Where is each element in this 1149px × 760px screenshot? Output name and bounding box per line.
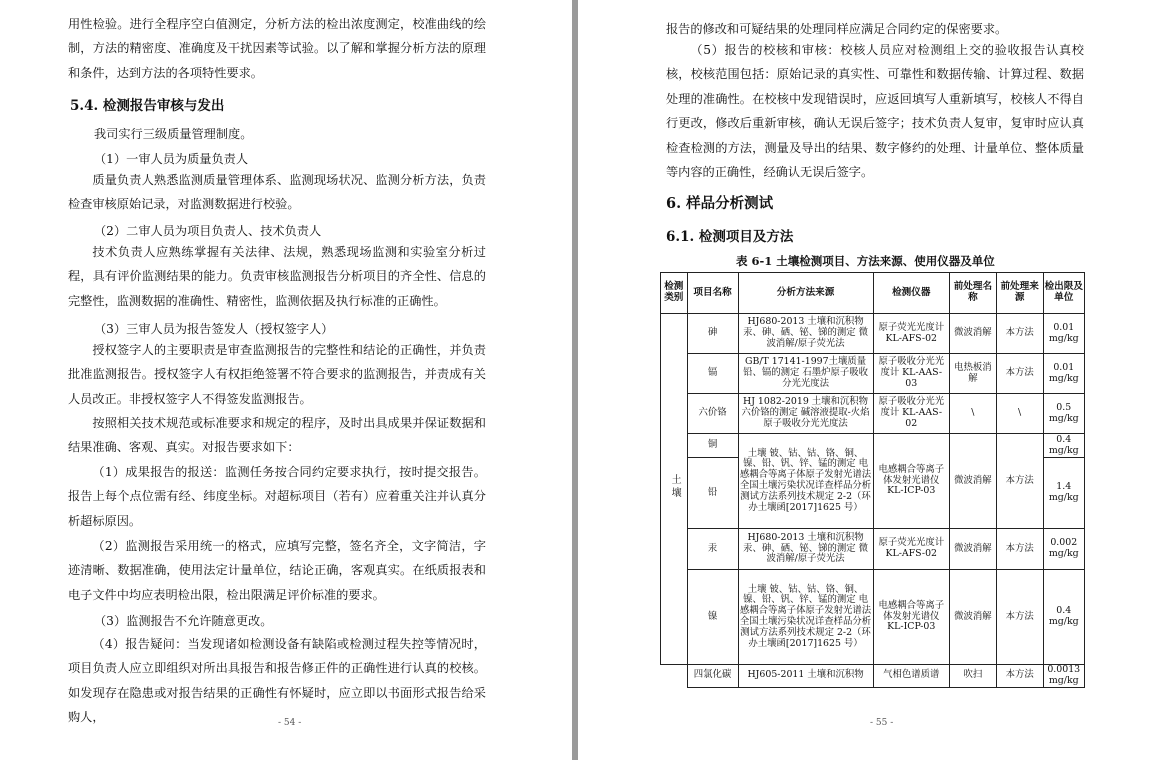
pretreatment-name-cell: 微波消解: [950, 314, 997, 354]
item-cell: 铜: [687, 434, 738, 458]
header-detection-limit: 检出限及单位: [1043, 273, 1084, 314]
category-cell: [661, 314, 688, 665]
instrument-cell: 原子荧光光度计 KL-AFS-02: [873, 314, 950, 354]
item-cell: 六价铬: [687, 394, 738, 434]
pretreatment-source-cell: \: [996, 394, 1043, 434]
pretreatment-source-cell: 本方法: [996, 665, 1043, 688]
table-row: [661, 354, 1085, 394]
section-heading-6: 6. 样品分析测试: [666, 195, 774, 212]
detection-limit-cell: 0.4 mg/kg: [1043, 570, 1084, 665]
pretreatment-source-cell: 本方法: [996, 434, 1043, 529]
level2-title: （2）二审人员为项目负责人、技术负责人: [94, 224, 322, 238]
pretreatment-name-cell: 微波消解: [950, 570, 997, 665]
method-cell: 土壤 铍、钴、钴、铬、铜、镍、铅、钒、锌、锰的测定 电感耦合等离子体原子发射光谱法 全国土壤污染状况详查样品分析测试方法系列技术规定 2-2（环办土壤函[2017]1625 号）: [738, 570, 873, 665]
three-level-statement: 我司实行三级质量管理制度。: [94, 127, 253, 141]
page-number-right: - 55 -: [870, 718, 894, 728]
requirement-4: （4）报告疑问：当发现诸如检测设备有缺陷或检测过程失控等情况时，项目负责人应立即组织对所出具报告和报告修正件的正确性进行认真的校核。如发现存在隐患或对报告结果的正确性有怀疑时，应立即以书面形式报告给采购人，: [68, 637, 486, 725]
level3-title: （3）三审人员为报告签发人（授权签字人）: [94, 322, 334, 336]
pretreatment-source-cell: 本方法: [996, 354, 1043, 394]
detection-limit-cell: 1.4 mg/kg: [1043, 458, 1084, 529]
detection-limit-cell: 0.002 mg/kg: [1043, 529, 1084, 570]
section-heading-5-4: 5.4. 检测报告审核与发出: [70, 98, 225, 114]
section-heading-6-1: 6.1. 检测项目及方法: [666, 229, 794, 245]
detection-limit-cell: 0.01 mg/kg: [1043, 314, 1084, 354]
method-cell: GB/T 17141-1997土壤质量 铅、镉的测定 石墨炉原子吸收分光光度法: [738, 354, 873, 394]
header-method: 分析方法来源: [738, 273, 873, 314]
pretreatment-source-cell: 本方法: [996, 314, 1043, 354]
method-cell: HJ680-2013 土壤和沉积物汞、砷、硒、铋、锑的测定 微波消解/原子荧光法: [738, 314, 873, 354]
instrument-cell: 原子荧光光度计 KL-AFS-02: [873, 529, 950, 570]
detection-limit-cell: 0.01 mg/kg: [1043, 354, 1084, 394]
table-row: [661, 529, 1085, 570]
pretreatment-name-cell: 微波消解: [950, 529, 997, 570]
instrument-cell: 气相色谱质谱: [873, 665, 950, 688]
level3-description: 授权签字人的主要职责是审查监测报告的完整性和结论的正确性，并负责批准监测报告。授权签字人有权拒绝签署不符合要求的监测报告，并责成有关人员改正。非授权签字人不得签发监测报告。: [68, 343, 486, 406]
requirement-2: （2）监测报告采用统一的格式，应填写完整，签名齐全，文字简洁，字迹清晰、数据准确，使用法定计量单位，结论正确，客观真实。在纸质报表和电子文件中均应表明检出限，检出限满足评价标准的要求。: [68, 539, 486, 602]
pretreatment-name-cell: 吹扫: [950, 665, 997, 688]
table-row: [661, 434, 1085, 458]
item-cell: 镉: [687, 354, 738, 394]
instrument-cell: 电感耦合等离子体发射光谱仪 KL-ICP-03: [873, 570, 950, 665]
page-54: [0, 0, 572, 760]
soil-test-table: [660, 272, 1085, 688]
table-caption: 表 6-1 土壤检测项目、方法来源、使用仪器及单位: [736, 254, 995, 268]
pretreatment-name-cell: \: [950, 394, 997, 434]
pretreatment-source-cell: 本方法: [996, 529, 1043, 570]
requirements-intro: 按照相关技术规范或标准要求和规定的程序，及时出具成果并保证数据和结果准确、客观、真实。对报告要求如下：: [68, 416, 486, 455]
level2-description: 技术负责人应熟练掌握有关法律、法规，熟悉现场监测和实验室分析过程，具有评价监测结果的能力。负责审核监测报告分析项目的齐全性、信息的完整性，监测数据的准确性、精密性，监测依据及执行标准的正确性。: [68, 245, 486, 308]
continued-paragraph: 报告的修改和可疑结果的处理同样应满足合同约定的保密要求。: [666, 22, 1008, 36]
category-label: 土壤: [669, 474, 681, 501]
pretreatment-source-cell: 本方法: [996, 570, 1043, 665]
header-pretreatment-name: 前处理名称: [950, 273, 997, 314]
intro-paragraph: 用性检验。进行全程序空白值测定，分析方法的检出浓度测定，校准曲线的绘制，方法的精密度、准确度及干扰因素等试验。以了解和掌握分析方法的原理和条件，达到方法的各项特性要求。: [68, 17, 486, 80]
table-row: [661, 394, 1085, 434]
header-item: 项目名称: [687, 273, 738, 314]
method-cell: HJ 1082-2019 土壤和沉积物 六价铬的测定 碱溶液提取-火焰原子吸收分光光度法: [738, 394, 873, 434]
table-row: [661, 570, 1085, 665]
header-category: 检测类别: [661, 273, 688, 314]
item-cell: 四氯化碳: [687, 665, 738, 688]
pretreatment-name-cell: 电热板消解: [950, 354, 997, 394]
detection-limit-cell: 0.4 mg/kg: [1043, 434, 1084, 458]
item-cell: 铅: [687, 458, 738, 529]
table-row: [661, 314, 1085, 354]
level1-description: 质量负责人熟悉监测质量管理体系、监测现场状况、监测分析方法，负责检查审核原始记录，对监测数据进行校验。: [68, 173, 486, 212]
detection-limit-cell: 0.0013 mg/kg: [1043, 665, 1084, 688]
method-cell: HJ680-2013 土壤和沉积物汞、砷、硒、铋、锑的测定 微波消解/原子荧光法: [738, 529, 873, 570]
item-cell: 镍: [687, 570, 738, 665]
item-cell: 砷: [687, 314, 738, 354]
method-cell: HJ605-2011 土壤和沉积物: [738, 665, 873, 688]
instrument-cell: 电感耦合等离子体发射光谱仪 KL-ICP-03: [873, 434, 950, 529]
level1-title: （1）一审人员为质量负责人: [94, 152, 249, 166]
method-cell: 土壤 铍、钴、钴、铬、铜、镍、铅、钒、锌、锰的测定 电感耦合等离子体原子发射光谱法 全国土壤污染状况详查样品分析测试方法系列技术规定 2-2（环办土壤函[2017]1625 号）: [738, 434, 873, 529]
empty-category-cell: [661, 665, 688, 688]
requirement-5: （5）报告的校核和审核：校核人员应对检测组上交的验收报告认真校核，校核范围包括：原始记录的真实性、可靠性和数据传输、计算过程、数据处理的准确性。在校核中发现错误时，应返回填写人重新填写，校核人不得自行更改，修改后重新审核，确认无误后签字；技术负责人复审，复审时应认真检查检测的方法，测量及导出的结果、数字修约的处理、计量单位、整体质量等内容的正确性，经确认无误后签字。: [666, 43, 1084, 180]
detection-limit-cell: 0.5 mg/kg: [1043, 394, 1084, 434]
table-row: [661, 665, 1085, 688]
pretreatment-name-cell: 微波消解: [950, 434, 997, 529]
instrument-cell: 原子吸收分光光度计 KL-AAS-03: [873, 354, 950, 394]
table-header-row: [661, 273, 1085, 314]
page-number-left: - 54 -: [278, 718, 302, 728]
item-cell: 汞: [687, 529, 738, 570]
instrument-cell: 原子吸收分光光度计 KL-AAS-02: [873, 394, 950, 434]
header-pretreatment-source: 前处理来源: [996, 273, 1043, 314]
header-instrument: 检测仪器: [873, 273, 950, 314]
requirement-3: （3）监测报告不允许随意更改。: [94, 614, 273, 628]
requirement-1: （1）成果报告的报送：监测任务按合同约定要求执行，按时提交报告。报告上每个点位需有经、纬度坐标。对超标项目（若有）应着重关注并认真分析超标原因。: [68, 465, 486, 528]
page-55: [578, 0, 1149, 760]
